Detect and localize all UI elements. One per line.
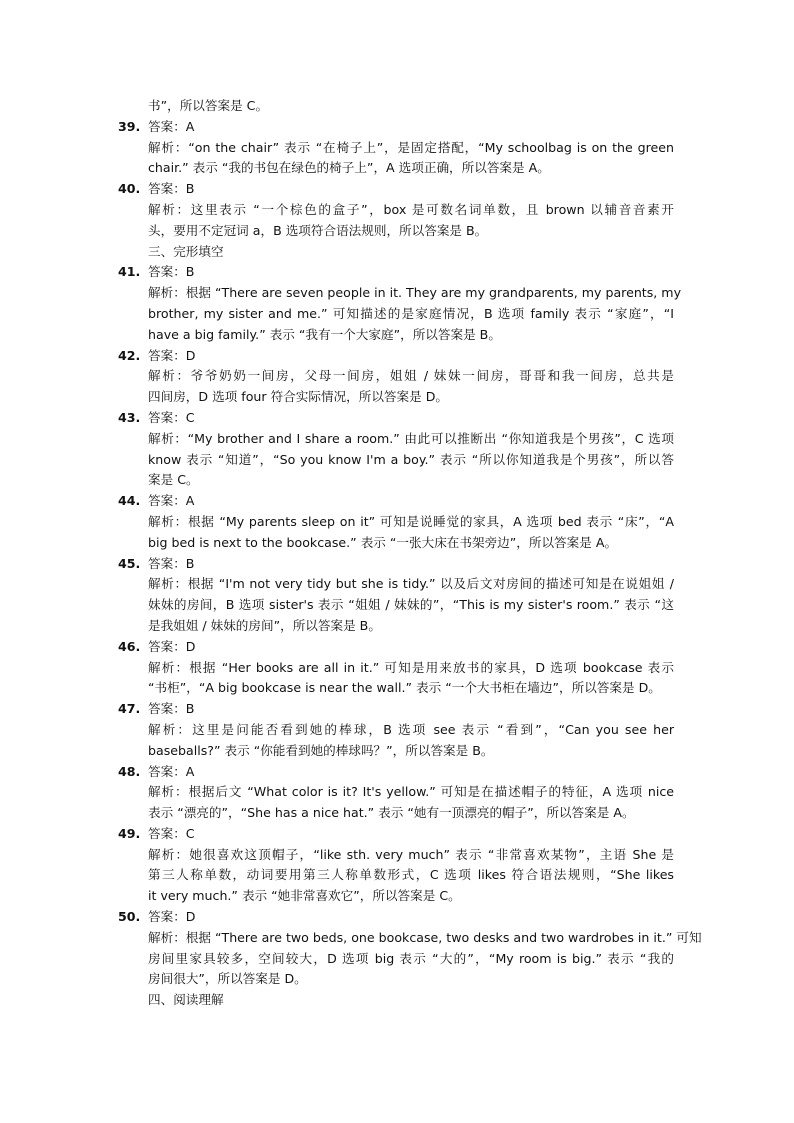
text-line: [0, 554, 794, 575]
line-text: 答案：C: [148, 825, 195, 841]
text-line: [0, 969, 794, 990]
line-text: 答案：A: [148, 763, 195, 779]
line-text: 第三人称单数，动词要用第三人称单数形式，C 选项 likes 符合语法规则，“She likes: [148, 867, 674, 883]
text-line: [0, 346, 794, 367]
text-line: [0, 221, 794, 242]
question-number: 48.: [118, 763, 141, 779]
line-text: 答案：C: [148, 409, 195, 425]
text-line: [0, 637, 794, 658]
line-text: 答案：D: [148, 638, 196, 654]
text-line: [0, 304, 794, 325]
question-number: 47.: [118, 701, 141, 717]
text-line: [0, 699, 794, 720]
line-text: 答案：D: [148, 347, 196, 363]
line-text: 是我姐姐 / 妹妹的房间”，所以答案是 B。: [148, 617, 381, 633]
text-line: [0, 990, 794, 1011]
line-text: 解析：根据 “My parents sleep on it” 可知是说睡觉的家具，A 选项 bed 表示 “床”，“A: [148, 513, 674, 529]
text-line: [0, 117, 794, 138]
text-line: [0, 886, 794, 907]
text-line: [0, 803, 794, 824]
line-text: “书柜”，“A big bookcase is near the wall.” 表示 “一个大书柜在墙边”，所以答案是 D。: [148, 680, 661, 696]
text-line: [0, 533, 794, 554]
line-text: big bed is next to the bookcase.” 表示 “一张大床在书架旁边”，所以答案是 A。: [148, 534, 618, 550]
line-text: 房间很大”，所以答案是 D。: [148, 971, 307, 987]
text-line: [0, 907, 794, 928]
text-line: [0, 470, 794, 491]
text-line: [0, 865, 794, 886]
text-line: [0, 512, 794, 533]
line-text: 妹妹的房间，B 选项 sister's 表示 “姐姐 / 妹妹的”，“This is my sister's room.” 表示 “这: [148, 597, 674, 613]
line-text: 解析：这里是问能否看到她的棒球，B 选项 see 表示 “看到”，“Can you see her: [148, 721, 674, 737]
text-line: [0, 762, 794, 783]
line-text: brother, my sister and me.” 可知描述的是家庭情况，B 选项 family 表示 “家庭”，“I: [148, 305, 674, 321]
text-line: [0, 824, 794, 845]
text-line: [0, 949, 794, 970]
line-text: 解析：根据 “I'm not very tidy but she is tidy.” 以及后文对房间的描述可知是在说姐姐 /: [148, 576, 674, 592]
answer-explanations: [0, 96, 794, 1011]
line-text: 案是 C。: [148, 472, 199, 488]
text-line: [0, 325, 794, 346]
question-number: 42.: [118, 347, 141, 363]
line-text: 答案：A: [148, 493, 195, 509]
question-number: 49.: [118, 825, 141, 841]
text-line: [0, 387, 794, 408]
line-text: 书”，所以答案是 C。: [148, 98, 269, 113]
text-line: [0, 720, 794, 741]
text-line: [0, 928, 794, 949]
question-number: 45.: [118, 555, 141, 571]
line-text: 房间里家具较多，空间较大，D 选项 big 表示 “大的”，“My room is big.” 表示 “我的: [148, 950, 674, 966]
text-line: [0, 200, 794, 221]
text-line: [0, 450, 794, 471]
text-line: [0, 574, 794, 595]
line-text: 答案：D: [148, 909, 196, 925]
line-text: 解析：“on the chair” 表示 “在椅子上”，是固定搭配，“My schoolbag is on the green: [148, 139, 674, 155]
line-text: chair.” 表示 “我的书包在绿色的椅子上”，A 选项正确，所以答案是 A。: [148, 160, 550, 176]
line-text: 三、完形填空: [148, 243, 224, 259]
line-text: 解析：根据 “Her books are all in it.” 可知是用来放书的家具，D 选项 bookcase 表示: [148, 659, 674, 675]
text-line: [0, 283, 794, 304]
text-line: [0, 158, 794, 179]
text-line: [0, 262, 794, 283]
question-number: 41.: [118, 264, 141, 280]
text-line: [0, 179, 794, 200]
text-line: [0, 678, 794, 699]
question-number: 46.: [118, 638, 141, 654]
text-line: [0, 491, 794, 512]
line-text: 表示 “漂亮的”，“She has a nice hat.” 表示 “她有一顶漂亮的帽子”，所以答案是 A。: [148, 805, 635, 821]
text-line: [0, 741, 794, 762]
line-text: 四、阅读理解: [148, 992, 224, 1008]
text-line: [0, 658, 794, 679]
line-text: 解析：爷爷奶奶一间房，父母一间房，姐姐 / 妹妹一间房，哥哥和我一间房，总共是: [148, 368, 674, 384]
line-text: 头，要用不定冠词 a，B 选项符合语法规则，所以答案是 B。: [148, 222, 488, 238]
line-text: 解析：“My brother and I share a room.” 由此可以推断出 “你知道我是个男孩”，C 选项: [148, 430, 674, 446]
question-number: 44.: [118, 493, 141, 509]
text-line: [0, 595, 794, 616]
line-text: 解析：根据后文 “What color is it? It's yellow.” 可知是在描述帽子的特征，A 选项 nice: [148, 784, 674, 800]
question-number: 43.: [118, 409, 141, 425]
line-text: 解析：根据 “There are two beds, one bookcase, two desks and two wardrobes in it.” 可知: [148, 929, 702, 945]
text-line: [0, 408, 794, 429]
line-text: 答案：B: [148, 181, 195, 197]
line-text: baseballs?” 表示 “你能看到她的棒球吗？”，所以答案是 B。: [148, 742, 494, 758]
line-text: 答案：A: [148, 118, 195, 134]
text-line: [0, 96, 794, 117]
line-text: it very much.” 表示 “她非常喜欢它”，所以答案是 C。: [148, 888, 461, 904]
line-text: 四间房，D 选项 four 符合实际情况，所以答案是 D。: [148, 389, 448, 405]
line-text: know 表示 “知道”，“So you know I'm a boy.” 表示 “所以你知道我是个男孩”，所以答: [148, 451, 674, 467]
line-text: 答案：B: [148, 555, 195, 571]
question-number: 39.: [118, 118, 141, 134]
text-line: [0, 242, 794, 263]
text-line: [0, 366, 794, 387]
question-number: 40.: [118, 181, 141, 197]
text-line: [0, 616, 794, 637]
question-number: 50.: [118, 909, 141, 925]
line-text: 答案：B: [148, 701, 195, 717]
line-text: 解析：她很喜欢这顶帽子，“like sth. very much” 表示 “非常喜欢某物”，主语 She 是: [148, 846, 674, 862]
text-line: [0, 845, 794, 866]
line-text: 解析：这里表示 “一个棕色的盒子”，box 是可数名词单数，且 brown 以辅音音素开: [148, 201, 674, 217]
text-line: [0, 138, 794, 159]
line-text: 答案：B: [148, 264, 195, 280]
text-line: [0, 782, 794, 803]
text-line: [0, 429, 794, 450]
line-text: have a big family.” 表示 “我有一个大家庭”，所以答案是 B。: [148, 326, 501, 342]
line-text: 解析：根据 “There are seven people in it. They are my grandparents, my parents, my: [148, 285, 682, 301]
